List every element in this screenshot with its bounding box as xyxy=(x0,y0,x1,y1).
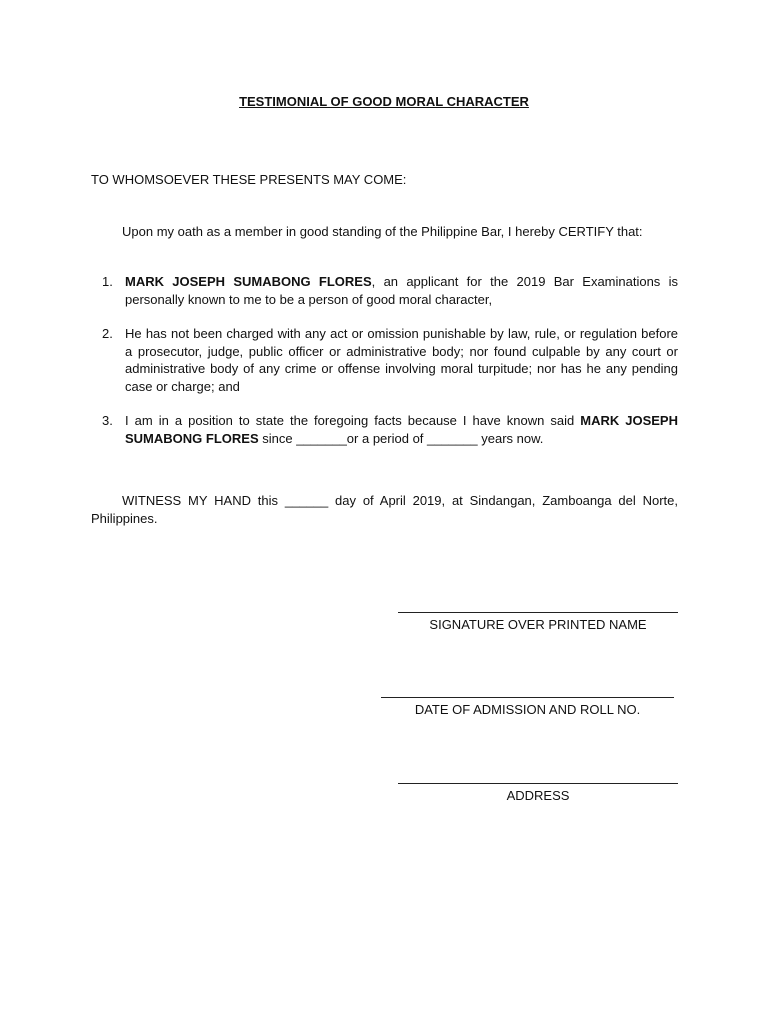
item-text: He has not been charged with any act or omission punishable by law, rule, or regulation before a prosecutor, judge, public officer or administrative body; nor found culpable by any court or administrative body of any crime or offense involving moral turpitude; nor has he any pending case or charge; and xyxy=(125,326,678,394)
signature-block xyxy=(398,612,678,634)
witness-clause: WITNESS MY HAND this ______ day of April 2019, at Sindangan, Zamboanga del Norte, Philippines. xyxy=(91,493,678,526)
address-label: ADDRESS xyxy=(506,788,570,803)
applicant-name: MARK JOSEPH SUMABONG FLORES xyxy=(125,274,372,289)
signature-line xyxy=(398,612,678,613)
certification-item-2 xyxy=(91,325,678,395)
item-number: 1. xyxy=(102,274,113,289)
signature-label: SIGNATURE OVER PRINTED NAME xyxy=(429,617,647,632)
applicant-name: MARK JOSEPH SUMABONG FLORES xyxy=(125,413,678,446)
item-number: 2. xyxy=(102,326,113,341)
admission-block xyxy=(381,697,674,719)
admission-label: DATE OF ADMISSION AND ROLL NO. xyxy=(414,702,641,717)
item-number: 3. xyxy=(102,413,113,428)
address-line xyxy=(398,783,678,784)
item-text-after: since _______or a period of _______ years now. xyxy=(258,430,544,446)
certification-item-3 xyxy=(91,412,678,447)
item-text-before: I am in a position to state the foregoing facts because I have known said xyxy=(125,413,581,428)
oath-statement: Upon my oath as a member in good standing of the Philippine Bar, I hereby CERTIFY that: xyxy=(122,224,643,239)
item-text: , an applicant for the 2019 Bar Examinations is personally known to me to be a person of good moral character, xyxy=(125,274,679,307)
admission-line xyxy=(381,697,674,698)
salutation: TO WHOMSOEVER THESE PRESENTS MAY COME: xyxy=(91,172,407,187)
document-title: TESTIMONIAL OF GOOD MORAL CHARACTER xyxy=(239,94,529,109)
address-block xyxy=(398,783,678,805)
certification-list xyxy=(91,273,678,447)
certification-item-1 xyxy=(91,273,678,308)
